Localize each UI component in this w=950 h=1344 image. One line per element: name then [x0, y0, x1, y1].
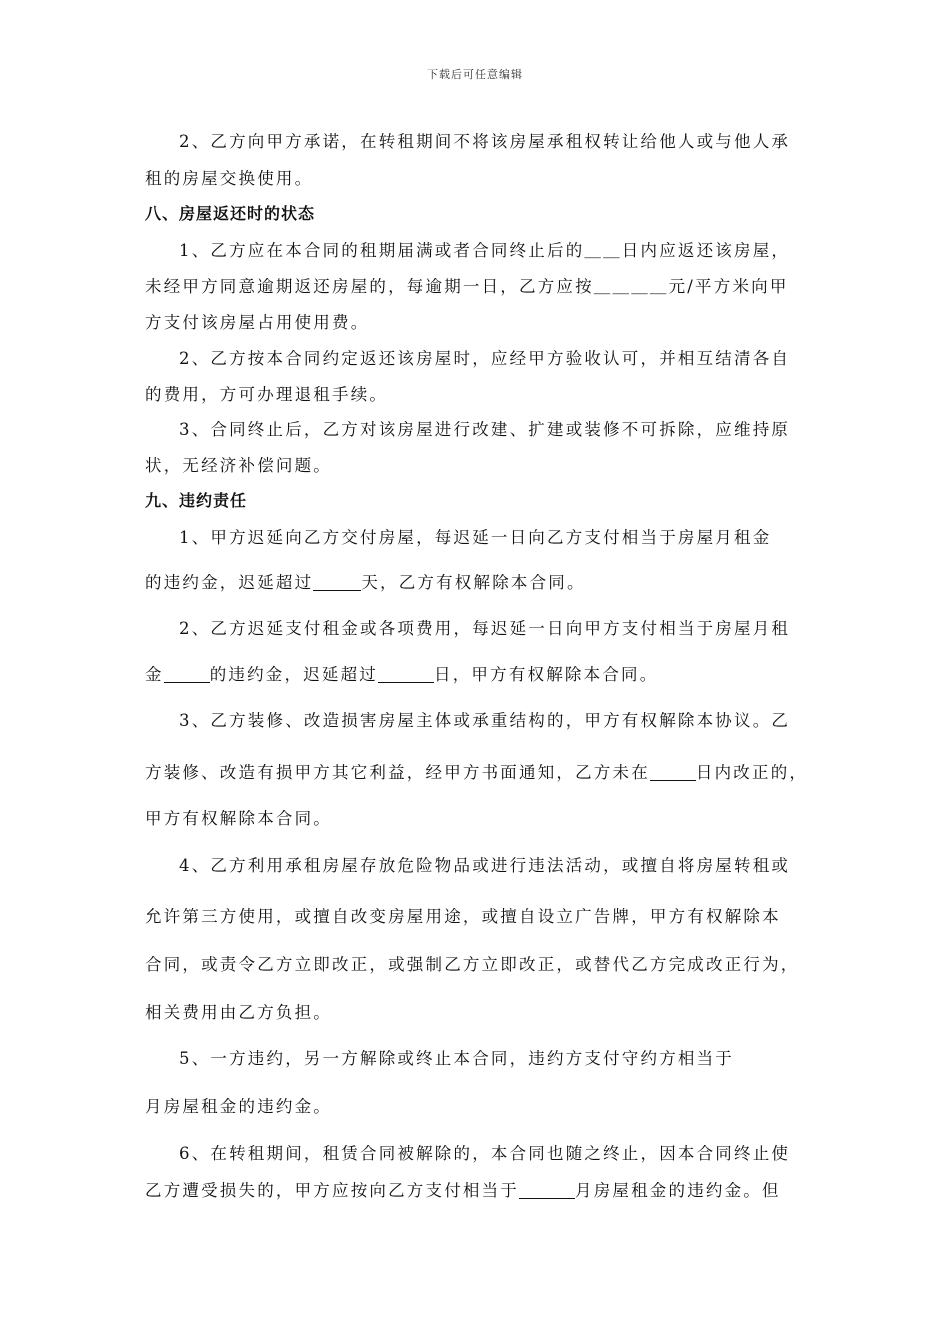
paragraph-line: 1、乙方应在本合同的租期届满或者合同终止后的＿＿日内应返还该房屋， [179, 241, 791, 260]
paragraph-line: 方支付该房屋占用使用费。 [145, 313, 370, 332]
paragraph-line: 月房屋租金的违约金。 [145, 1097, 332, 1116]
paragraph-line: 5、一方违约，另一方解除或终止本合同，违约方支付守约方相当于 [179, 1049, 734, 1068]
line-text: 乙方遭受损失的，甲方应按向乙方支付相当于 [145, 1181, 519, 1200]
fill-blank[interactable] [378, 666, 434, 684]
line-text: 金 [145, 665, 164, 684]
line-text: 月房屋租金的违约金。但 [575, 1181, 781, 1200]
line-text: 日，甲方有权解除本合同。 [434, 665, 659, 684]
paragraph-line: 6、在转租期间，租赁合同被解除的，本合同也随之终止，因本合同终止使 [179, 1144, 791, 1163]
line-text: 的违约金，迟延超过 [145, 573, 314, 592]
paragraph-line: 的费用，方可办理退租手续。 [145, 385, 389, 404]
paragraph-line [145, 661, 658, 685]
fill-blank[interactable] [313, 574, 361, 592]
section-heading: 八、房屋返还时的状态 [145, 204, 316, 223]
paragraph-line [145, 1177, 781, 1201]
fill-blank[interactable] [164, 666, 210, 684]
paragraph-line: 租的房屋交换使用。 [145, 169, 314, 188]
paragraph-line [145, 759, 808, 783]
fill-blank[interactable] [519, 1182, 575, 1200]
section-heading: 九、违约责任 [145, 491, 248, 510]
paragraph-line: 1、甲方迟延向乙方交付房屋，每迟延一日向乙方支付相当于房屋月租金 [179, 528, 772, 547]
paragraph-line: 2、乙方按本合同约定返还该房屋时，应经甲方验收认可，并相互结清各自 [179, 349, 791, 368]
paragraph-line: 4、乙方利用承租房屋存放危险物品或进行违法活动，或擅自将房屋转租或 [179, 856, 791, 875]
page-header: 下载后可任意编辑 [427, 68, 523, 81]
paragraph-line: 甲方有权解除本合同。 [145, 809, 332, 828]
fill-blank[interactable] [650, 764, 696, 782]
line-text: 天，乙方有权解除本合同。 [361, 573, 586, 592]
paragraph-line: 允许第三方使用，或擅自改变房屋用途，或擅自设立广告牌，甲方有权解除本 [145, 907, 781, 926]
paragraph-line: 相关费用由乙方负担。 [145, 1003, 332, 1022]
paragraph-line: 2、乙方向甲方承诺，在转租期间不将该房屋承租权转让给他人或与他人承 [179, 132, 791, 151]
line-text: 日内改正的， [695, 763, 809, 782]
paragraph-line: 3、乙方装修、改造损害房屋主体或承重结构的，甲方有权解除本协议。乙 [179, 711, 791, 730]
paragraph-line: 3、合同终止后，乙方对该房屋进行改建、扩建或装修不可拆除，应维持原 [179, 420, 791, 439]
paragraph-line: 合同，或责令乙方立即改正，或强制乙方立即改正，或替代乙方完成改正行为， [145, 955, 800, 974]
paragraph-line [145, 569, 586, 593]
paragraph-line: 2、乙方迟延支付租金或各项费用，每迟延一日向甲方支付相当于房屋月租 [179, 619, 791, 638]
paragraph-line: 状，无经济补偿问题。 [145, 456, 332, 475]
paragraph-line: 未经甲方同意逾期返还房屋的，每逾期一日，乙方应按＿＿＿＿元/平方米向甲 [145, 277, 789, 296]
line-text: 方装修、改造有损甲方其它利益，经甲方书面通知，乙方未在 [145, 763, 650, 782]
line-text: 的违约金，迟延超过 [209, 665, 379, 684]
